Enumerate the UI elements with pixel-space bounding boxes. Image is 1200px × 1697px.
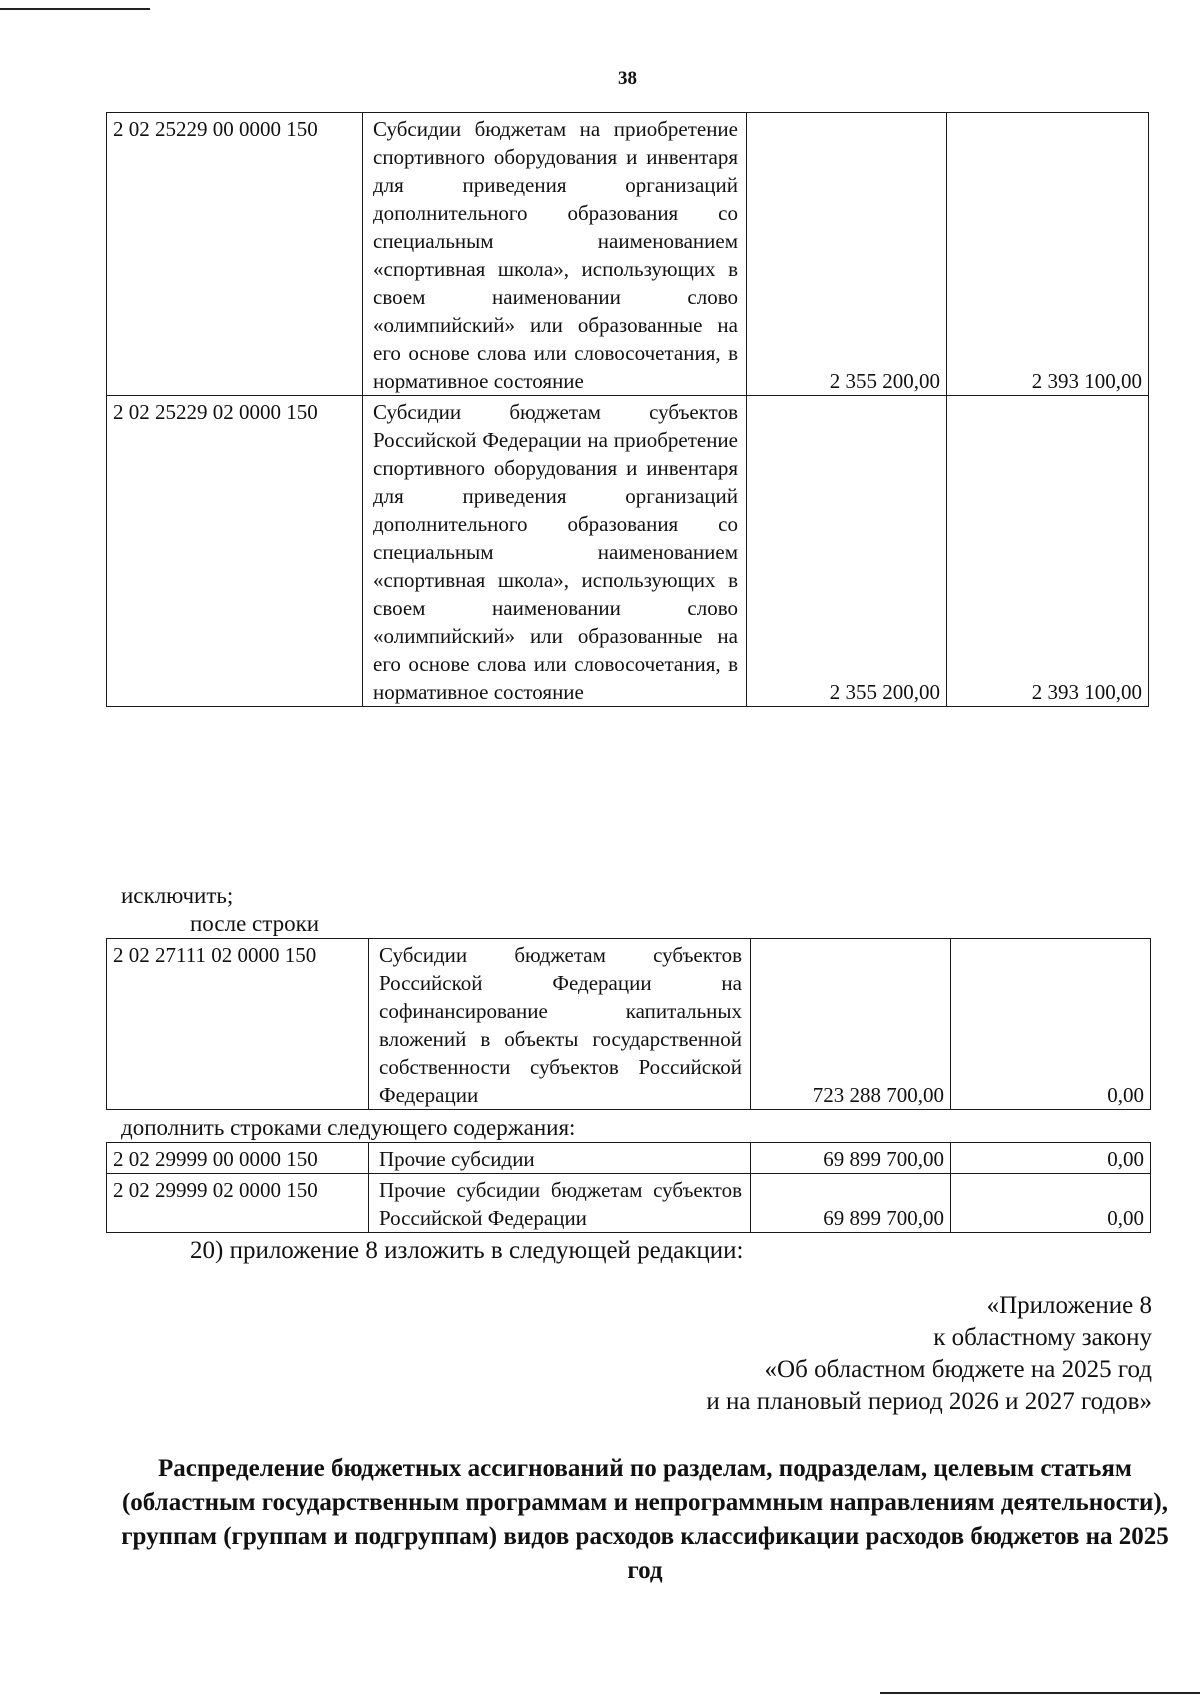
row-description-text: Субсидии бюджетам на приобретение спортивного оборудования и инвентаря для приведения организаций дополнительного образования со специальным наименованием «спортивная школа», использующих в своем наименовании слово «олимпийский» или образованные на его основе слова или словосочетания, в нормативное состояние xyxy=(373,117,738,393)
appendix-caption xyxy=(706,1290,1152,1418)
row-value-2027: 0,00 xyxy=(951,939,1151,1110)
row-value-2026: 69 899 700,00 xyxy=(751,1174,951,1233)
appendix-line-2: к областному закону xyxy=(933,1324,1152,1351)
row-value-2026: 69 899 700,00 xyxy=(751,1143,951,1174)
appendix-line-1: «Приложение 8 xyxy=(986,1292,1152,1319)
reference-row-table xyxy=(106,938,1151,1110)
row-code: 2 02 25229 00 0000 150 xyxy=(107,113,363,396)
row-description-text: Прочие субсидии xyxy=(379,1147,535,1171)
row-value-2026: 723 288 700,00 xyxy=(751,939,951,1110)
scan-edge-mark-bottom-right xyxy=(880,1692,1200,1694)
row-value-2027: 2 393 100,00 xyxy=(947,396,1149,707)
row-description xyxy=(363,113,747,396)
instruction-item-20: 20) приложение 8 изложить в следующей редакции: xyxy=(190,1237,744,1264)
row-value-2026: 2 355 200,00 xyxy=(747,396,947,707)
added-rows-table xyxy=(106,1142,1151,1233)
table-row xyxy=(107,1143,1151,1174)
row-description xyxy=(369,1174,751,1233)
row-code: 2 02 29999 00 0000 150 xyxy=(107,1143,369,1174)
excluded-rows-table xyxy=(106,112,1149,707)
appendix-line-4: и на плановый период 2026 и 2027 годов» xyxy=(706,1388,1152,1415)
instruction-add-rows: дополнить строками следующего содержания: xyxy=(121,1115,576,1140)
row-description xyxy=(369,1143,751,1174)
table-row xyxy=(107,939,1151,1110)
table-row xyxy=(107,113,1149,396)
row-code: 2 02 25229 02 0000 150 xyxy=(107,396,363,707)
row-value-2027: 0,00 xyxy=(951,1143,1151,1174)
instruction-after-row: после строки xyxy=(190,911,320,936)
row-value-2026: 2 355 200,00 xyxy=(747,113,947,396)
table-row xyxy=(107,396,1149,707)
table-row xyxy=(107,1174,1151,1233)
scan-edge-mark-top-left xyxy=(0,8,150,10)
document-heading: Распределение бюджетных ассигнований по разделам, подразделам, целевым статьям (областным государственным программам и непрограммным направлениям деятельности), группам (группам и подгруппам) видов расходов классификации расходов бюджетов на 2025 год xyxy=(121,1455,1169,1584)
row-description-text: Субсидии бюджетам субъектов Российской Федерации на приобретение спортивного оборудования и инвентаря для приведения организаций дополнительного образования со специальным наименованием «спортивная школа», использующих в своем наименовании слово «олимпийский» или образованные на его основе слова или словосочетания, в нормативное состояние xyxy=(373,400,738,704)
row-code: 2 02 29999 02 0000 150 xyxy=(107,1174,369,1233)
page-number: 38 xyxy=(618,68,637,89)
row-description-text: Прочие субсидии бюджетам субъектов Российской Федерации xyxy=(379,1178,742,1230)
row-value-2027: 2 393 100,00 xyxy=(947,113,1149,396)
row-description-text: Субсидии бюджетам субъектов Российской Федерации на софинансирование капитальных вложений в объекты государственной собственности субъектов Российской Федерации xyxy=(379,943,742,1107)
row-value-2027: 0,00 xyxy=(951,1174,1151,1233)
appendix-line-3: «Об областном бюджете на 2025 год xyxy=(764,1356,1152,1383)
row-code: 2 02 27111 02 0000 150 xyxy=(107,939,369,1110)
instruction-exclude: исключить; xyxy=(121,883,234,908)
row-description xyxy=(369,939,751,1110)
row-description xyxy=(363,396,747,707)
